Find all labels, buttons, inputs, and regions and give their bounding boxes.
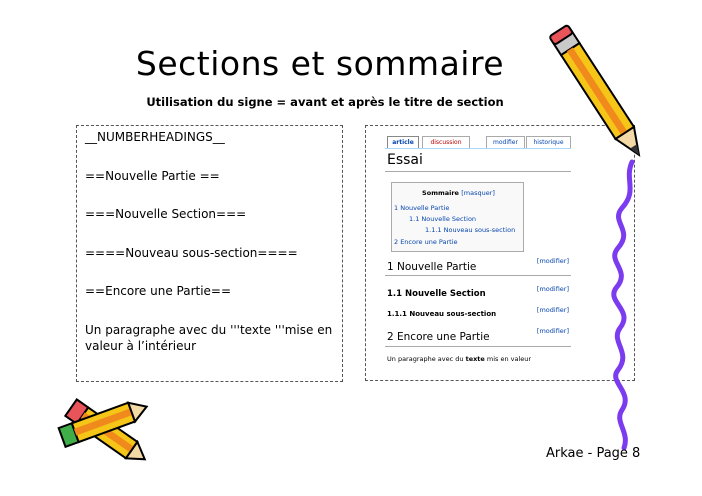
code-line-encore-partie: ==Encore une Partie== [85, 284, 232, 298]
page-footer: Arkae - Page 8 [546, 446, 641, 461]
para-text-2: mis en valeur [484, 355, 532, 363]
title-divider [385, 171, 571, 172]
wikitext-source-box [76, 125, 343, 382]
tab-article[interactable]: article [387, 136, 419, 148]
edit-link-2[interactable]: [modifier] [536, 285, 569, 293]
code-line-partie: ==Nouvelle Partie == [85, 169, 220, 183]
toc-item-2[interactable]: 2 Encore une Partie [394, 238, 458, 246]
heading-1-1: 1.1 Nouvelle Section [387, 289, 486, 299]
pencil-icon [555, 18, 645, 168]
crossed-pencils-icon [48, 385, 158, 475]
scribble-line [604, 160, 642, 450]
para-text-1: Un paragraphe avec du [387, 355, 466, 363]
wiki-page-title: Essai [387, 152, 423, 168]
wiki-paragraph [387, 355, 531, 363]
toc-item-1-1-1[interactable]: 1.1.1 Nouveau sous-section [425, 226, 516, 234]
heading-1-1-1: 1.1.1 Nouveau sous-section [387, 310, 497, 318]
heading-1: 1 Nouvelle Partie [387, 261, 477, 273]
toc-title [392, 189, 525, 197]
toc-item-1[interactable]: 1 Nouvelle Partie [394, 204, 450, 212]
heading-2: 2 Encore une Partie [387, 331, 490, 343]
table-of-contents [391, 182, 524, 252]
code-line-numberheadings: __NUMBERHEADINGS__ [85, 130, 225, 144]
heading-1-divider [385, 275, 571, 276]
wiki-tabs [385, 135, 571, 149]
tab-historique[interactable]: historique [526, 136, 571, 148]
slide-title: Sections et sommaire [135, 44, 505, 83]
wiki-page-render [385, 135, 571, 367]
code-line-section: ===Nouvelle Section=== [85, 207, 247, 221]
edit-link-4[interactable]: [modifier] [536, 327, 569, 335]
heading-2-divider [385, 346, 571, 347]
edit-link-1[interactable]: [modifier] [536, 257, 569, 265]
tab-modifier[interactable]: modifier [486, 136, 525, 148]
slide-subtitle: Utilisation du signe = avant et après le titre de section [146, 95, 504, 109]
code-line-sous-section: ====Nouveau sous-section==== [85, 246, 298, 260]
edit-link-3[interactable]: [modifier] [536, 306, 569, 314]
code-paragraph: Un paragraphe avec du '''texte '''mise en valeur à l’intérieur [85, 323, 333, 353]
toc-heading: Sommaire [422, 189, 459, 197]
tab-discussion[interactable]: discussion [422, 136, 470, 148]
para-bold: texte [465, 355, 485, 363]
toc-toggle-link[interactable]: [masquer] [461, 189, 495, 197]
toc-item-1-1[interactable]: 1.1 Nouvelle Section [409, 215, 477, 223]
